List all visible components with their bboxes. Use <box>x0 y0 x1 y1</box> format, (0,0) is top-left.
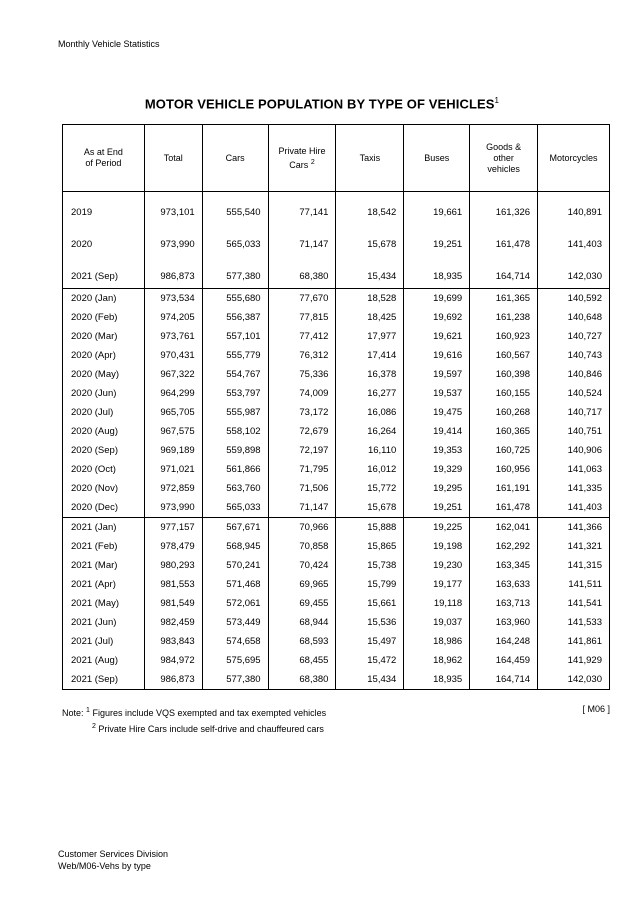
period-cell: 2021 (Jan) <box>63 518 145 538</box>
col-header-cars: Cars <box>202 125 268 192</box>
value-cell: 141,321 <box>538 537 610 556</box>
value-cell: 17,977 <box>336 327 404 346</box>
value-cell: 15,772 <box>336 479 404 498</box>
value-cell: 164,459 <box>470 651 538 670</box>
period-cell: 2019 <box>63 201 145 224</box>
value-cell: 15,678 <box>336 498 404 518</box>
value-cell: 18,528 <box>336 289 404 309</box>
period-cell: 2020 (Jan) <box>63 289 145 309</box>
value-cell: 980,293 <box>144 556 202 575</box>
value-cell: 986,873 <box>144 265 202 289</box>
value-cell: 19,616 <box>404 346 470 365</box>
period-cell: 2020 (Aug) <box>63 422 145 441</box>
value-cell: 18,935 <box>404 265 470 289</box>
value-cell: 140,743 <box>538 346 610 365</box>
value-cell: 163,960 <box>470 613 538 632</box>
spacer-row <box>63 192 610 202</box>
value-cell: 967,322 <box>144 365 202 384</box>
value-cell: 70,424 <box>268 556 336 575</box>
notes <box>62 704 326 736</box>
table-code: [ M06 ] <box>582 704 610 714</box>
period-cell: 2021 (Feb) <box>63 537 145 556</box>
value-cell: 16,378 <box>336 365 404 384</box>
value-cell: 568,945 <box>202 537 268 556</box>
value-cell: 141,315 <box>538 556 610 575</box>
col-header-motorcycles: Motorcycles <box>538 125 610 192</box>
value-cell: 16,264 <box>336 422 404 441</box>
value-cell: 17,414 <box>336 346 404 365</box>
value-cell: 68,455 <box>268 651 336 670</box>
value-cell: 160,725 <box>470 441 538 460</box>
value-cell: 575,695 <box>202 651 268 670</box>
value-cell: 72,679 <box>268 422 336 441</box>
value-cell: 973,990 <box>144 498 202 518</box>
period-cell: 2021 (Apr) <box>63 575 145 594</box>
value-cell: 16,086 <box>336 403 404 422</box>
value-cell: 140,592 <box>538 289 610 309</box>
period-cell: 2020 (Jul) <box>63 403 145 422</box>
value-cell: 160,365 <box>470 422 538 441</box>
value-cell: 15,738 <box>336 556 404 575</box>
title-footnote-mark: 1 <box>494 96 500 105</box>
value-cell: 19,692 <box>404 308 470 327</box>
spacer-row <box>63 256 610 265</box>
header-row <box>63 125 610 192</box>
value-cell: 71,147 <box>268 498 336 518</box>
value-cell: 19,295 <box>404 479 470 498</box>
value-cell: 161,326 <box>470 201 538 224</box>
value-cell: 15,888 <box>336 518 404 538</box>
monthly-row <box>63 537 610 556</box>
value-cell: 19,329 <box>404 460 470 479</box>
value-cell: 986,873 <box>144 670 202 690</box>
value-cell: 18,935 <box>404 670 470 690</box>
value-cell: 77,670 <box>268 289 336 309</box>
monthly-row <box>63 479 610 498</box>
footer-file-ref: Web/M06-Vehs by type <box>58 861 151 871</box>
value-cell: 19,475 <box>404 403 470 422</box>
value-cell: 973,761 <box>144 327 202 346</box>
col-header-buses: Buses <box>404 125 470 192</box>
value-cell: 19,037 <box>404 613 470 632</box>
monthly-row <box>63 498 610 518</box>
value-cell: 18,425 <box>336 308 404 327</box>
monthly-row <box>63 441 610 460</box>
monthly-row <box>63 403 610 422</box>
value-cell: 15,661 <box>336 594 404 613</box>
monthly-row <box>63 670 610 690</box>
value-cell: 141,511 <box>538 575 610 594</box>
monthly-row <box>63 651 610 670</box>
value-cell: 71,506 <box>268 479 336 498</box>
value-cell: 974,205 <box>144 308 202 327</box>
value-cell: 15,434 <box>336 265 404 289</box>
value-cell: 971,021 <box>144 460 202 479</box>
value-cell: 984,972 <box>144 651 202 670</box>
value-cell: 16,012 <box>336 460 404 479</box>
value-cell: 15,678 <box>336 233 404 256</box>
col-header-total: Total <box>144 125 202 192</box>
value-cell: 19,621 <box>404 327 470 346</box>
value-cell: 983,843 <box>144 632 202 651</box>
monthly-row <box>63 308 610 327</box>
value-cell: 571,468 <box>202 575 268 594</box>
value-cell: 574,658 <box>202 632 268 651</box>
value-cell: 71,795 <box>268 460 336 479</box>
period-cell: 2021 (Sep) <box>63 670 145 690</box>
value-cell: 981,549 <box>144 594 202 613</box>
value-cell: 15,536 <box>336 613 404 632</box>
value-cell: 565,033 <box>202 498 268 518</box>
value-cell: 141,533 <box>538 613 610 632</box>
period-cell: 2020 <box>63 233 145 256</box>
value-cell: 73,172 <box>268 403 336 422</box>
value-cell: 70,966 <box>268 518 336 538</box>
value-cell: 163,713 <box>470 594 538 613</box>
value-cell: 19,661 <box>404 201 470 224</box>
value-cell: 142,030 <box>538 265 610 289</box>
monthly-row <box>63 346 610 365</box>
value-cell: 555,987 <box>202 403 268 422</box>
value-cell: 68,593 <box>268 632 336 651</box>
value-cell: 982,459 <box>144 613 202 632</box>
value-cell: 140,524 <box>538 384 610 403</box>
period-cell: 2020 (Oct) <box>63 460 145 479</box>
value-cell: 161,191 <box>470 479 538 498</box>
note-2: $^2$ Private Hire Cars include self-drive and chauffeured cars <box>92 723 324 734</box>
value-cell: 141,403 <box>538 233 610 256</box>
value-cell: 965,705 <box>144 403 202 422</box>
annual-row <box>63 233 610 256</box>
value-cell: 142,030 <box>538 670 610 690</box>
page-title <box>0 96 644 111</box>
value-cell: 160,567 <box>470 346 538 365</box>
value-cell: 18,542 <box>336 201 404 224</box>
period-cell: 2020 (Dec) <box>63 498 145 518</box>
value-cell: 161,478 <box>470 498 538 518</box>
value-cell: 77,815 <box>268 308 336 327</box>
monthly-row <box>63 556 610 575</box>
value-cell: 555,540 <box>202 201 268 224</box>
value-cell: 161,238 <box>470 308 538 327</box>
value-cell: 141,335 <box>538 479 610 498</box>
value-cell: 969,189 <box>144 441 202 460</box>
value-cell: 19,537 <box>404 384 470 403</box>
value-cell: 563,760 <box>202 479 268 498</box>
note-1: Note: $^1$ Figures include VQS exempted and tax exempted vehicles <box>62 707 327 718</box>
value-cell: 160,155 <box>470 384 538 403</box>
value-cell: 161,478 <box>470 233 538 256</box>
value-cell: 164,248 <box>470 632 538 651</box>
value-cell: 555,680 <box>202 289 268 309</box>
value-cell: 68,380 <box>268 670 336 690</box>
value-cell: 140,648 <box>538 308 610 327</box>
value-cell: 141,861 <box>538 632 610 651</box>
value-cell: 19,225 <box>404 518 470 538</box>
value-cell: 19,198 <box>404 537 470 556</box>
value-cell: 19,230 <box>404 556 470 575</box>
value-cell: 555,779 <box>202 346 268 365</box>
value-cell: 141,929 <box>538 651 610 670</box>
value-cell: 973,101 <box>144 201 202 224</box>
value-cell: 140,751 <box>538 422 610 441</box>
value-cell: 141,403 <box>538 498 610 518</box>
value-cell: 16,277 <box>336 384 404 403</box>
value-cell: 570,241 <box>202 556 268 575</box>
annual-row <box>63 265 610 289</box>
value-cell: 141,063 <box>538 460 610 479</box>
col-header-private-hire-cars: Private Hire Cars $^2$ <box>268 125 336 192</box>
monthly-row <box>63 518 610 538</box>
value-cell: 141,541 <box>538 594 610 613</box>
value-cell: 19,251 <box>404 498 470 518</box>
value-cell: 18,986 <box>404 632 470 651</box>
value-cell: 973,534 <box>144 289 202 309</box>
value-cell: 69,965 <box>268 575 336 594</box>
value-cell: 70,858 <box>268 537 336 556</box>
value-cell: 140,891 <box>538 201 610 224</box>
value-cell: 577,380 <box>202 670 268 690</box>
value-cell: 140,727 <box>538 327 610 346</box>
value-cell: 556,387 <box>202 308 268 327</box>
value-cell: 554,767 <box>202 365 268 384</box>
value-cell: 981,553 <box>144 575 202 594</box>
value-cell: 558,102 <box>202 422 268 441</box>
value-cell: 162,041 <box>470 518 538 538</box>
value-cell: 71,147 <box>268 233 336 256</box>
monthly-row <box>63 327 610 346</box>
value-cell: 19,251 <box>404 233 470 256</box>
footer-division: Customer Services Division <box>58 849 169 859</box>
value-cell: 74,009 <box>268 384 336 403</box>
annual-row <box>63 201 610 224</box>
value-cell: 557,101 <box>202 327 268 346</box>
period-cell: 2020 (May) <box>63 365 145 384</box>
monthly-row <box>63 613 610 632</box>
col-header-period: As at End of Period <box>63 125 145 192</box>
period-cell: 2021 (Sep) <box>63 265 145 289</box>
value-cell: 18,962 <box>404 651 470 670</box>
page-title-text: MOTOR VEHICLE POPULATION BY TYPE OF VEHICLES <box>144 96 495 112</box>
value-cell: 577,380 <box>202 265 268 289</box>
value-cell: 561,866 <box>202 460 268 479</box>
value-cell: 141,366 <box>538 518 610 538</box>
value-cell: 160,923 <box>470 327 538 346</box>
value-cell: 967,575 <box>144 422 202 441</box>
value-cell: 162,292 <box>470 537 538 556</box>
value-cell: 16,110 <box>336 441 404 460</box>
value-cell: 164,714 <box>470 265 538 289</box>
value-cell: 163,633 <box>470 575 538 594</box>
monthly-row <box>63 460 610 479</box>
value-cell: 19,177 <box>404 575 470 594</box>
value-cell: 964,299 <box>144 384 202 403</box>
period-cell: 2020 (Nov) <box>63 479 145 498</box>
value-cell: 72,197 <box>268 441 336 460</box>
value-cell: 19,414 <box>404 422 470 441</box>
value-cell: 160,398 <box>470 365 538 384</box>
value-cell: 970,431 <box>144 346 202 365</box>
monthly-row <box>63 594 610 613</box>
period-cell: 2020 (Jun) <box>63 384 145 403</box>
value-cell: 76,312 <box>268 346 336 365</box>
value-cell: 19,353 <box>404 441 470 460</box>
period-cell: 2021 (Mar) <box>63 556 145 575</box>
value-cell: 161,365 <box>470 289 538 309</box>
value-cell: 973,990 <box>144 233 202 256</box>
col-header-taxis: Taxis <box>336 125 404 192</box>
value-cell: 15,799 <box>336 575 404 594</box>
value-cell: 565,033 <box>202 233 268 256</box>
monthly-row <box>63 632 610 651</box>
value-cell: 75,336 <box>268 365 336 384</box>
value-cell: 160,956 <box>470 460 538 479</box>
period-cell: 2021 (Jul) <box>63 632 145 651</box>
monthly-row <box>63 365 610 384</box>
value-cell: 977,157 <box>144 518 202 538</box>
period-cell: 2020 (Apr) <box>63 346 145 365</box>
value-cell: 68,380 <box>268 265 336 289</box>
value-cell: 15,865 <box>336 537 404 556</box>
period-cell: 2021 (May) <box>63 594 145 613</box>
period-cell: 2020 (Mar) <box>63 327 145 346</box>
monthly-row <box>63 575 610 594</box>
monthly-row <box>63 384 610 403</box>
monthly-row <box>63 422 610 441</box>
value-cell: 77,412 <box>268 327 336 346</box>
value-cell: 573,449 <box>202 613 268 632</box>
value-cell: 163,345 <box>470 556 538 575</box>
period-cell: 2021 (Jun) <box>63 613 145 632</box>
spacer-row <box>63 224 610 233</box>
value-cell: 15,434 <box>336 670 404 690</box>
value-cell: 164,714 <box>470 670 538 690</box>
value-cell: 15,472 <box>336 651 404 670</box>
value-cell: 68,944 <box>268 613 336 632</box>
value-cell: 160,268 <box>470 403 538 422</box>
period-cell: 2021 (Aug) <box>63 651 145 670</box>
period-cell: 2020 (Feb) <box>63 308 145 327</box>
value-cell: 77,141 <box>268 201 336 224</box>
monthly-row <box>63 289 610 309</box>
footer <box>58 848 168 872</box>
value-cell: 572,061 <box>202 594 268 613</box>
period-cell: 2020 (Sep) <box>63 441 145 460</box>
value-cell: 19,699 <box>404 289 470 309</box>
value-cell: 140,846 <box>538 365 610 384</box>
value-cell: 553,797 <box>202 384 268 403</box>
col-header-goods: Goods & other vehicles <box>470 125 538 192</box>
value-cell: 140,717 <box>538 403 610 422</box>
value-cell: 972,859 <box>144 479 202 498</box>
value-cell: 567,671 <box>202 518 268 538</box>
value-cell: 978,479 <box>144 537 202 556</box>
value-cell: 140,906 <box>538 441 610 460</box>
value-cell: 19,118 <box>404 594 470 613</box>
value-cell: 19,597 <box>404 365 470 384</box>
value-cell: 559,898 <box>202 441 268 460</box>
value-cell: 69,455 <box>268 594 336 613</box>
vehicle-population-table <box>62 124 610 690</box>
value-cell: 15,497 <box>336 632 404 651</box>
document-header: Monthly Vehicle Statistics <box>58 39 160 49</box>
